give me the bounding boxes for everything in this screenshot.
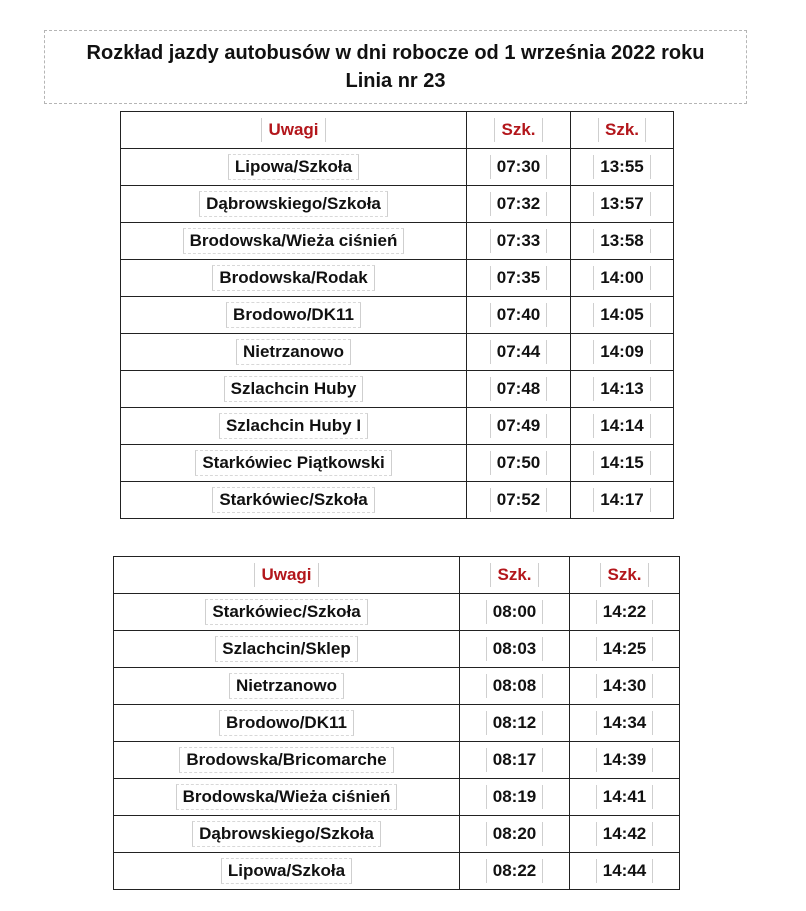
departure-time-cell (467, 371, 571, 408)
departure-time: 13:58 (593, 229, 650, 253)
table-row (114, 742, 680, 779)
departure-time: 08:17 (486, 748, 543, 772)
departure-time-cell (571, 445, 674, 482)
stop-name: Szlachcin/Sklep (215, 636, 358, 662)
departure-time: 07:40 (490, 303, 547, 327)
stop-name-cell (114, 816, 460, 853)
departure-time-cell (460, 742, 570, 779)
departure-time-cell (460, 594, 570, 631)
departure-time-cell (460, 705, 570, 742)
stop-name-cell (121, 149, 467, 186)
header-school-day (460, 557, 570, 594)
departure-time-cell (467, 482, 571, 519)
table-header-row (121, 112, 674, 149)
departure-time: 14:39 (596, 748, 653, 772)
stop-name: Lipowa/Szkoła (228, 154, 359, 180)
table-row (121, 149, 674, 186)
document-title (44, 30, 747, 104)
stop-name-cell (114, 668, 460, 705)
table-row (121, 297, 674, 334)
departure-time: 13:57 (593, 192, 650, 216)
header-school-day (571, 112, 674, 149)
departure-time: 07:35 (490, 266, 547, 290)
departure-time-cell (571, 297, 674, 334)
departure-time-cell (467, 408, 571, 445)
departure-time: 14:25 (596, 637, 653, 661)
stop-name: Brodowo/DK11 (226, 302, 361, 328)
departure-time-cell (571, 186, 674, 223)
departure-time-cell (460, 853, 570, 890)
table-row (114, 816, 680, 853)
departure-time: 14:05 (593, 303, 650, 327)
departure-time-cell (570, 631, 680, 668)
departure-time-cell (570, 594, 680, 631)
title-line-2: Linia nr 23 (345, 70, 446, 92)
departure-time-cell (571, 371, 674, 408)
departure-time: 14:42 (596, 822, 653, 846)
table-row (121, 445, 674, 482)
departure-time-cell (460, 668, 570, 705)
departure-time-cell (467, 149, 571, 186)
table-row (114, 668, 680, 705)
departure-time-cell (571, 149, 674, 186)
table-row (114, 853, 680, 890)
departure-time-cell (571, 334, 674, 371)
stop-name-cell (121, 334, 467, 371)
table-row (121, 260, 674, 297)
stop-name: Nietrzanowo (229, 673, 344, 699)
departure-time: 14:22 (596, 600, 653, 624)
stop-name-cell (114, 705, 460, 742)
stop-name: Starkówiec/Szkoła (212, 487, 374, 513)
header-school-day (467, 112, 571, 149)
departure-time-cell (570, 779, 680, 816)
table-row (114, 631, 680, 668)
stop-name-cell (121, 260, 467, 297)
header-label: Szk. (598, 118, 646, 142)
departure-time: 08:00 (486, 600, 543, 624)
departure-time: 07:30 (490, 155, 547, 179)
stop-name: Szlachcin Huby I (219, 413, 368, 439)
departure-time-cell (571, 223, 674, 260)
departure-time: 14:09 (593, 340, 650, 364)
header-label: Uwagi (254, 563, 318, 587)
departure-time: 07:49 (490, 414, 547, 438)
departure-time-cell (460, 631, 570, 668)
table-header-row (114, 557, 680, 594)
departure-time: 08:22 (486, 859, 543, 883)
departure-time: 13:55 (593, 155, 650, 179)
stop-name-cell (121, 482, 467, 519)
departure-time-cell (467, 445, 571, 482)
title-line-1: Rozkład jazdy autobusów w dni robocze od 1 września 2022 roku (86, 42, 705, 64)
table-row (121, 482, 674, 519)
stop-name: Lipowa/Szkoła (221, 858, 352, 884)
departure-time-cell (571, 482, 674, 519)
departure-time: 14:14 (593, 414, 650, 438)
departure-time: 07:48 (490, 377, 547, 401)
stop-name: Dąbrowskiego/Szkoła (199, 191, 388, 217)
departure-time: 07:32 (490, 192, 547, 216)
departure-time-cell (570, 742, 680, 779)
departure-time-cell (571, 260, 674, 297)
stop-name: Brodowska/Wieża ciśnień (176, 784, 398, 810)
departure-time: 14:00 (593, 266, 650, 290)
departure-time-cell (467, 334, 571, 371)
departure-time: 14:44 (596, 859, 653, 883)
departure-time: 08:20 (486, 822, 543, 846)
departure-time-cell (467, 223, 571, 260)
stop-name: Szlachcin Huby (224, 376, 364, 402)
stop-name: Brodowska/Wieża ciśnień (183, 228, 405, 254)
stop-name-cell (121, 223, 467, 260)
table-row (114, 594, 680, 631)
stop-name-cell (114, 631, 460, 668)
stop-name: Starkówiec Piątkowski (195, 450, 391, 476)
departure-time-cell (570, 853, 680, 890)
header-label: Szk. (600, 563, 648, 587)
stop-name: Nietrzanowo (236, 339, 351, 365)
departure-time: 07:52 (490, 488, 547, 512)
stop-name: Starkówiec/Szkoła (205, 599, 367, 625)
departure-time: 08:19 (486, 785, 543, 809)
stop-name-cell (114, 779, 460, 816)
departure-time-cell (460, 816, 570, 853)
stop-name: Brodowska/Bricomarche (179, 747, 393, 773)
departure-time: 07:33 (490, 229, 547, 253)
table-row (121, 334, 674, 371)
departure-time: 07:50 (490, 451, 547, 475)
departure-time: 08:03 (486, 637, 543, 661)
stop-name-cell (121, 445, 467, 482)
stop-name-cell (121, 408, 467, 445)
stop-name: Brodowo/DK11 (219, 710, 354, 736)
departure-time: 14:30 (596, 674, 653, 698)
stop-name: Brodowska/Rodak (212, 265, 374, 291)
departure-time-cell (570, 705, 680, 742)
stop-name-cell (121, 297, 467, 334)
header-label: Szk. (490, 563, 538, 587)
departure-time-cell (460, 779, 570, 816)
header-remarks (114, 557, 460, 594)
departure-time-cell (467, 186, 571, 223)
header-label: Szk. (494, 118, 542, 142)
departure-time: 14:13 (593, 377, 650, 401)
stop-name-cell (121, 371, 467, 408)
departure-time-cell (571, 408, 674, 445)
header-school-day (570, 557, 680, 594)
table-row (114, 779, 680, 816)
header-remarks (121, 112, 467, 149)
departure-time: 08:12 (486, 711, 543, 735)
departure-time: 14:34 (596, 711, 653, 735)
departure-time: 14:15 (593, 451, 650, 475)
departure-time-cell (570, 668, 680, 705)
header-label: Uwagi (261, 118, 325, 142)
table-row (121, 186, 674, 223)
table-row (121, 223, 674, 260)
departure-time: 08:08 (486, 674, 543, 698)
departure-time: 14:41 (596, 785, 653, 809)
table-row (121, 371, 674, 408)
stop-name-cell (114, 594, 460, 631)
departure-time-cell (570, 816, 680, 853)
stop-name-cell (114, 742, 460, 779)
stop-name-cell (114, 853, 460, 890)
stop-name-cell (121, 186, 467, 223)
departure-time: 07:44 (490, 340, 547, 364)
timetable-return (113, 556, 680, 890)
departure-time: 14:17 (593, 488, 650, 512)
table-row (121, 408, 674, 445)
departure-time-cell (467, 297, 571, 334)
departure-time-cell (467, 260, 571, 297)
timetable-outbound (120, 111, 674, 519)
stop-name: Dąbrowskiego/Szkoła (192, 821, 381, 847)
table-row (114, 705, 680, 742)
